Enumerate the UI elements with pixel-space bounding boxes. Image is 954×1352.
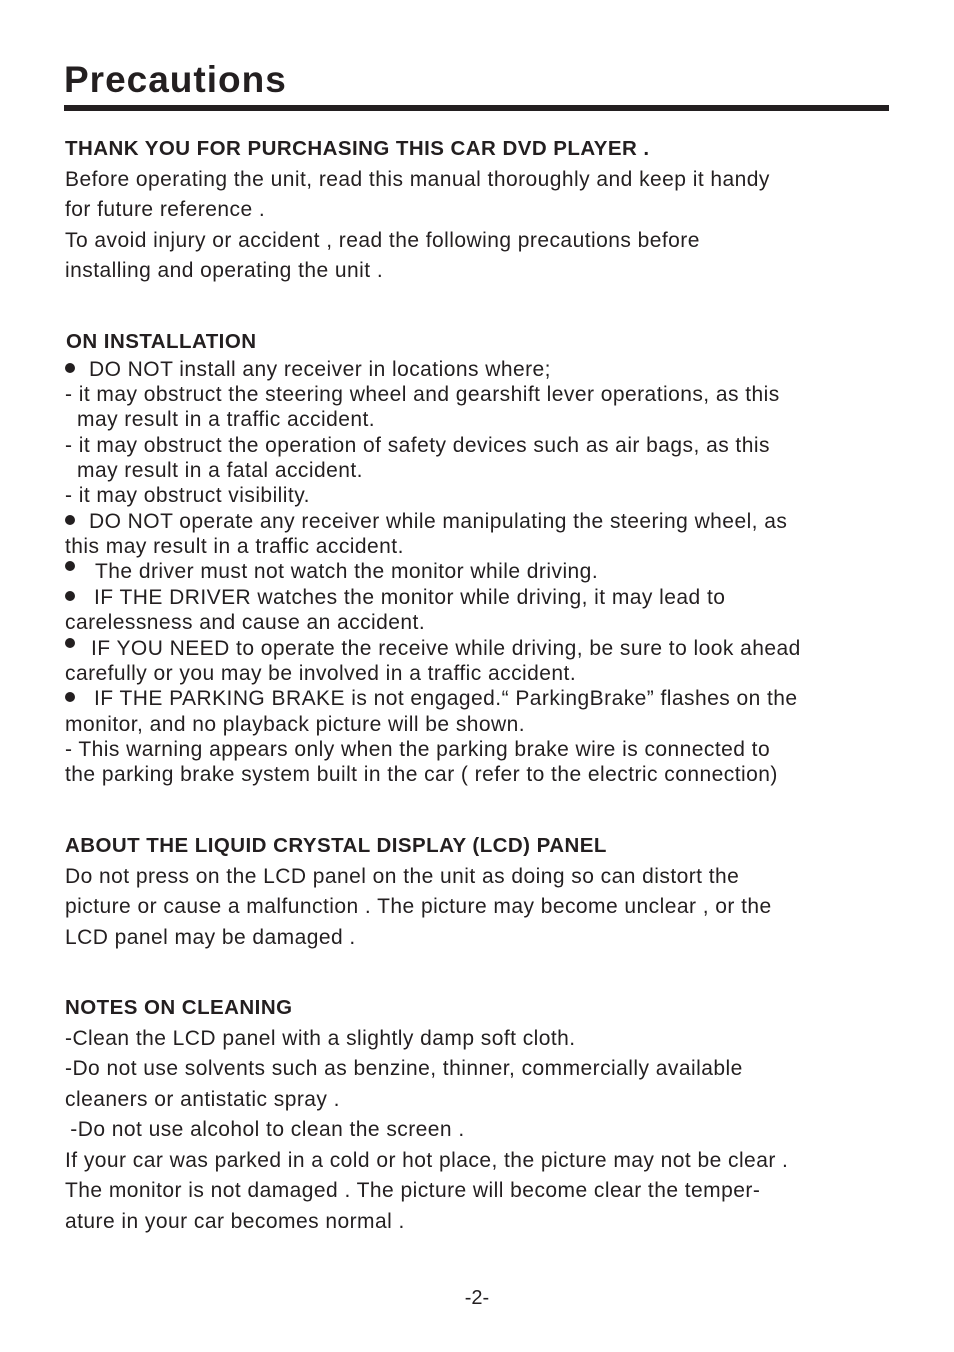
lcd-line: Do not press on the LCD panel on the unit as doing so can distort the <box>65 865 740 888</box>
bullet-icon <box>65 591 75 601</box>
installation-line: IF THE PARKING BRAKE is not engaged.“ ParkingBrake” flashes on the <box>65 686 798 712</box>
intro-line: installing and operating the unit . <box>65 259 384 282</box>
installation-line: - it may obstruct visibility. <box>65 484 310 507</box>
installation-line: The driver must not watch the monitor while driving. <box>65 559 598 585</box>
bullet-icon <box>65 515 75 525</box>
cleaning-line: If your car was parked in a cold or hot place, the picture may not be clear . <box>65 1149 789 1172</box>
installation-line: - it may obstruct the steering wheel and gearshift lever operations, as this <box>65 383 780 406</box>
bullet-icon <box>65 561 75 571</box>
intro-line: for future reference . <box>65 198 266 221</box>
bullet-icon <box>65 692 75 702</box>
installation-line: - it may obstruct the operation of safety devices such as air bags, as this <box>65 434 770 457</box>
title-rule <box>64 105 889 111</box>
lcd-line: picture or cause a malfunction . The picture may become unclear , or the <box>65 895 772 918</box>
installation-line: - This warning appears only when the parking brake wire is connected to <box>65 738 771 761</box>
cleaning-line: -Clean the LCD panel with a slightly damp soft cloth. <box>65 1027 576 1050</box>
installation-line: carelessness and cause an accident. <box>65 611 426 634</box>
installation-line: the parking brake system built in the car ( refer to the electric connection) <box>65 763 778 786</box>
bullet-icon <box>65 638 75 648</box>
intro-line: Before operating the unit, read this manual thoroughly and keep it handy <box>65 168 770 191</box>
installation-line: IF THE DRIVER watches the monitor while driving, it may lead to <box>65 585 725 611</box>
installation-line: DO NOT operate any receiver while manipulating the steering wheel, as <box>65 509 787 535</box>
installation-line: this may result in a traffic accident. <box>65 535 404 558</box>
installation-line: may result in a traffic accident. <box>77 408 376 431</box>
cleaning-line: ature in your car becomes normal . <box>65 1210 405 1233</box>
lcd-line: LCD panel may be damaged . <box>65 926 356 949</box>
lcd-heading: ABOUT THE LIQUID CRYSTAL DISPLAY (LCD) PANEL <box>65 834 607 857</box>
page-number: -2- <box>464 1287 490 1309</box>
cleaning-line: -Do not use alcohol to clean the screen . <box>64 1118 465 1141</box>
bullet-icon <box>65 363 75 373</box>
cleaning-line: The monitor is not damaged . The picture will become clear the temper- <box>65 1179 761 1202</box>
installation-line: IF YOU NEED to operate the receive while driving, be sure to look ahead <box>65 636 801 662</box>
installation-line: carefully or you may be involved in a traffic accident. <box>65 662 577 685</box>
intro-line: To avoid injury or accident , read the following precautions before <box>65 229 700 252</box>
installation-line: may result in a fatal accident. <box>77 459 363 482</box>
installation-heading: ON INSTALLATION <box>66 330 257 353</box>
page-title: Precautions <box>64 59 287 100</box>
cleaning-line: cleaners or antistatic spray . <box>65 1088 340 1111</box>
cleaning-heading: NOTES ON CLEANING <box>65 996 293 1019</box>
intro-heading: THANK YOU FOR PURCHASING THIS CAR DVD PLAYER . <box>65 137 650 160</box>
installation-line: DO NOT install any receiver in locations where; <box>65 357 551 383</box>
cleaning-line: -Do not use solvents such as benzine, thinner, commercially available <box>65 1057 743 1080</box>
installation-line: monitor, and no playback picture will be shown. <box>65 713 526 736</box>
